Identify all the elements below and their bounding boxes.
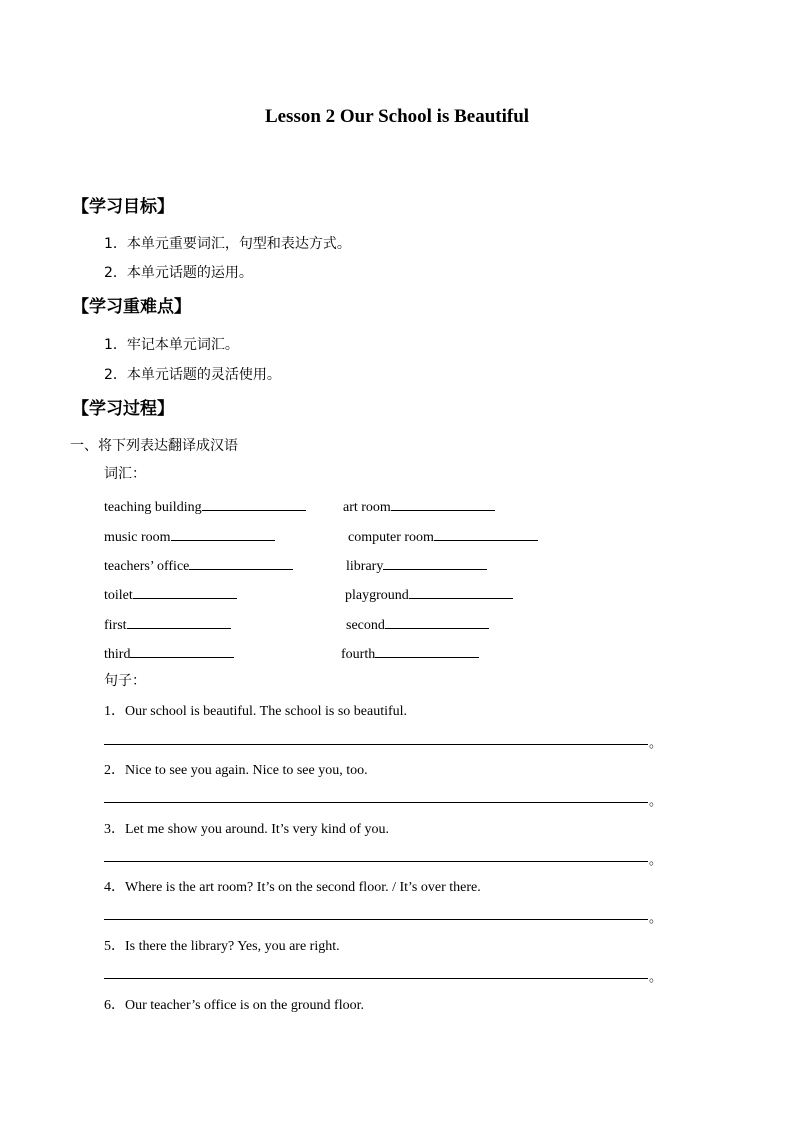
answer-blank[interactable] <box>409 584 513 599</box>
vocab-item: music room <box>104 526 275 546</box>
answer-blank[interactable] <box>133 584 237 599</box>
answer-line[interactable] <box>104 978 648 979</box>
sentence-item: 1．Our school is beautiful. The school is so beautiful. <box>104 704 408 719</box>
section-heading-process: 【学习过程】 <box>72 399 174 419</box>
page-title: Lesson 2 Our School is Beautiful <box>264 106 530 127</box>
answer-line[interactable] <box>104 802 648 803</box>
answer-line[interactable] <box>104 861 648 862</box>
answer-blank[interactable] <box>385 614 489 629</box>
vocab-item: teachers’ office <box>104 555 293 575</box>
period-mark: 。 <box>649 970 663 985</box>
answer-blank[interactable] <box>127 614 231 629</box>
sentence-item: 6．Our teacher’s office is on the ground floor. <box>104 998 364 1013</box>
key-point-item-1: 1．牢记本单元词汇。 <box>104 337 239 353</box>
section-heading-key-points: 【学习重难点】 <box>72 297 191 317</box>
period-mark: 。 <box>649 911 663 926</box>
vocab-label: 词汇： <box>104 466 146 482</box>
answer-blank[interactable] <box>375 643 479 658</box>
vocab-item: toilet <box>104 584 237 604</box>
answer-blank[interactable] <box>383 555 487 570</box>
answer-blank[interactable] <box>434 526 538 541</box>
section-heading-goals: 【学习目标】 <box>72 197 174 217</box>
answer-blank[interactable] <box>130 643 234 658</box>
vocab-item: playground <box>345 584 513 604</box>
vocab-item: third <box>104 643 234 663</box>
vocab-item: first <box>104 614 231 634</box>
vocab-item: second <box>346 614 489 634</box>
answer-blank[interactable] <box>171 526 275 541</box>
period-mark: 。 <box>649 736 663 751</box>
key-point-item-2: 2．本单元话题的灵活使用。 <box>104 367 281 383</box>
answer-blank[interactable] <box>189 555 293 570</box>
vocab-item: teaching building <box>104 496 306 516</box>
vocab-item: library <box>346 555 487 575</box>
answer-blank[interactable] <box>202 496 306 511</box>
vocab-item: computer room <box>348 526 538 546</box>
answer-line[interactable] <box>104 919 648 920</box>
sentence-item: 2．Nice to see you again. Nice to see you, too. <box>104 763 368 778</box>
answer-line[interactable] <box>104 744 648 745</box>
sentence-item: 4．Where is the art room? It’s on the second floor. / It’s over there. <box>104 880 481 895</box>
goal-item-1: 1．本单元重要词汇，句型和表达方式。 <box>104 236 351 252</box>
sentence-item: 5．Is there the library? Yes, you are right. <box>104 939 340 954</box>
vocab-item: fourth <box>341 643 479 663</box>
sentence-label: 句子： <box>104 673 146 689</box>
answer-blank[interactable] <box>391 496 495 511</box>
period-mark: 。 <box>649 794 663 809</box>
goal-item-2: 2．本单元话题的运用。 <box>104 265 253 281</box>
vocab-item: art room <box>343 496 495 516</box>
period-mark: 。 <box>649 853 663 868</box>
part1-instruction: 一、将下列表达翻译成汉语 <box>70 438 238 454</box>
sentence-item: 3．Let me show you around. It’s very kind of you. <box>104 822 390 837</box>
